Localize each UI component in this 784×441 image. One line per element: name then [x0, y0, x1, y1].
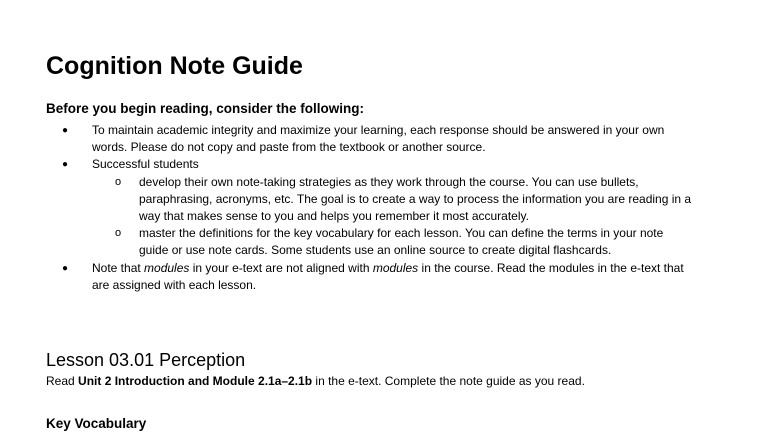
text-segment: in your e-text are not aligned with	[189, 260, 373, 275]
emphasis-modules: modules	[372, 260, 419, 275]
text-segment: in the e-text. Complete the note guide as you read.	[312, 374, 585, 388]
list-item-text: Successful students	[92, 157, 199, 172]
list-item-text: To maintain academic integrity and maximize your learning, each response should be answered in your own words. Please do not copy and paste from the textbook or another source.	[92, 123, 665, 155]
reading-assignment: Unit 2 Introduction and Module 2.1a–2.1b	[78, 374, 313, 388]
text-segment: Read	[46, 374, 79, 388]
sub-list-item	[0, 174, 695, 226]
list-item	[0, 260, 692, 294]
list-item-text: develop their own note-taking strategies as they work through the course. You can use bullets, paraphrasing, acronyms, etc. The goal is to create a way to process the information you are reading in a way that makes sense to you and helps you remember it most accurately.	[139, 174, 692, 224]
list-item	[0, 122, 692, 156]
text-segment: in the course. Read the modules in the e-text that are assigned with each lesson.	[92, 260, 684, 292]
reading-instruction	[46, 373, 585, 390]
emphasis-modules: modules	[144, 260, 190, 275]
list-item	[0, 156, 692, 173]
instruction-list	[0, 122, 784, 294]
text-segment: Note that	[92, 260, 145, 275]
intro-heading: Before you begin reading, consider the following:	[46, 101, 365, 116]
list-item-text: master the definitions for the key vocabulary for each lesson. You can define the terms in your note guide or use note cards. Some students use an online source to create digital flashcards.	[139, 226, 664, 258]
bullet-marker: ●	[62, 262, 69, 274]
page-title: Cognition Note Guide	[46, 52, 303, 80]
sub-bullet-marker: o	[115, 227, 122, 240]
sub-list-item	[0, 225, 695, 259]
key-vocabulary-heading: Key Vocabulary	[46, 416, 147, 431]
bullet-marker: ●	[62, 125, 69, 136]
bullet-marker: ●	[62, 159, 69, 171]
sub-bullet-marker: o	[115, 175, 122, 188]
lesson-heading: Lesson 03.01 Perception	[46, 350, 246, 370]
list-item-text	[92, 261, 684, 292]
